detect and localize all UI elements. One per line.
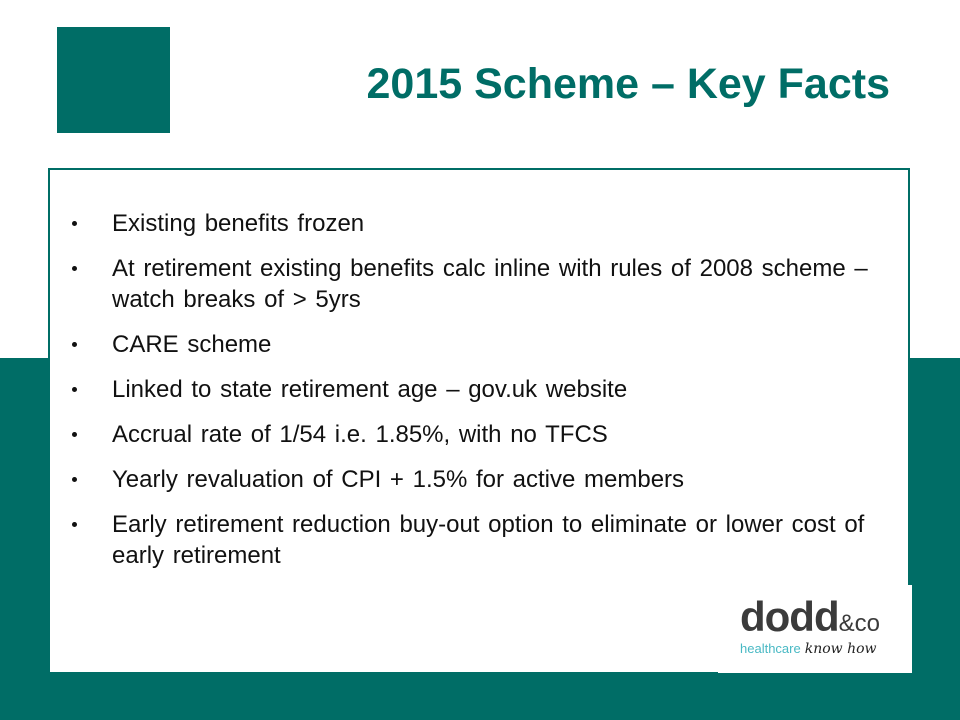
logo-sub-left: healthcare: [740, 641, 801, 656]
bullet-text: CARE scheme: [112, 331, 272, 358]
bullet-icon: [72, 342, 77, 347]
bullet-icon: [72, 387, 77, 392]
bullet-text: Existing benefits frozen: [112, 210, 365, 237]
bullet-item: [50, 253, 870, 315]
logo-wordmark-amp: &co: [838, 610, 880, 637]
logo-sub-right: know how: [804, 641, 877, 657]
bullet-text: Linked to state retirement age – gov.uk website: [112, 376, 628, 403]
bullet-item: [50, 374, 870, 405]
logo-wordmark-main: dodd: [740, 593, 839, 640]
bullet-text: Early retirement reduction buy-out option to eliminate or lower cost of early retirement: [112, 511, 865, 569]
bullet-item: [50, 464, 870, 495]
bullet-icon: [72, 477, 77, 482]
logo-tagline: [740, 641, 877, 657]
decorative-square: [57, 27, 170, 133]
bullet-item: [50, 509, 870, 571]
bullet-item: [50, 329, 870, 360]
bullet-icon: [72, 432, 77, 437]
logo-wordmark: [740, 593, 880, 648]
bullet-text: At retirement existing benefits calc inline with rules of 2008 scheme – watch breaks of > 5yrs: [112, 255, 868, 313]
bullet-item: [50, 208, 870, 239]
bullet-icon: [72, 221, 77, 226]
bullet-icon: [72, 522, 77, 527]
bullet-text: Accrual rate of 1/54 i.e. 1.85%, with no TFCS: [112, 421, 608, 448]
slide-title: 2015 Scheme – Key Facts: [366, 60, 890, 108]
bullet-item: [50, 419, 870, 450]
bullet-list: [50, 208, 870, 585]
bullet-text: Yearly revaluation of CPI + 1.5% for active members: [112, 466, 685, 493]
company-logo: [718, 585, 912, 673]
bullet-icon: [72, 266, 77, 271]
